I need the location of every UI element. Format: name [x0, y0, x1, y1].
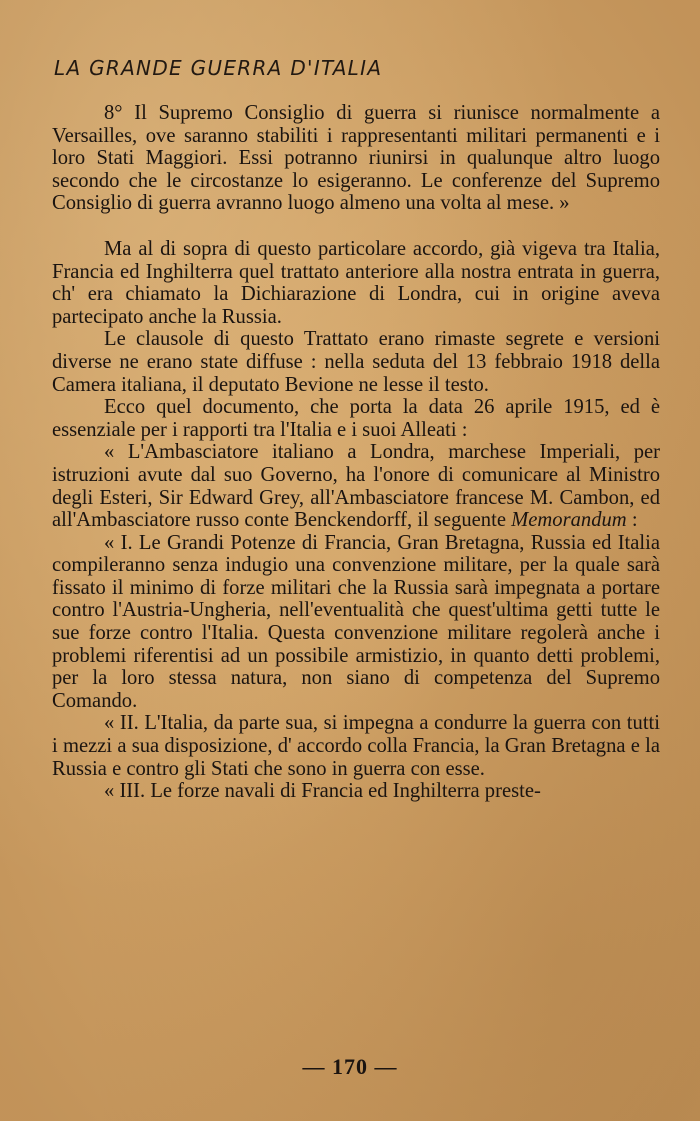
- paragraph-article-II: « II. L'Italia, da parte sua, si impegna a condurre la guerra con tutti i mezzi a sua disposizione, d' accordo colla Francia, la Gran Bretagna e la Russia e contro gli Stati che sono in guerra con esse.: [52, 712, 660, 780]
- memorandum-word: Memorandum: [511, 509, 627, 532]
- book-page: [52, 56, 660, 1096]
- page-number: — 170 —: [302, 1054, 398, 1079]
- paragraph-secret-clauses: Le clausole di questo Trattato erano rimaste segrete e versioni diverse ne erano state diffuse : nella seduta del 13 febbraio 1918 della Camera italiana, il deputato Bevione ne lesse il testo.: [52, 328, 660, 396]
- paragraph-london-declaration: Ma al di sopra di questo particolare accordo, già vigeva tra Italia, Francia ed Inghilterra quel trattato anteriore alla nostra entrata in guerra, ch' era chiamato la Dichiarazione di Londra, cui in origine aveva partecipato anche la Russia.: [52, 237, 660, 328]
- paragraph-article-III: « III. Le forze navali di Francia ed Inghilterra preste-: [104, 780, 541, 803]
- memorandum-colon: :: [626, 509, 638, 532]
- paragraph-article-8: 8° Il Supremo Consiglio di guerra si riunisce normalmente a Versailles, ove saranno stabiliti i rappresentanti militari permanenti e i loro Stati Maggiori. Essi potranno riunirsi in qualunque altro luogo secondo che le circostanze lo esigeranno. Le conferenze del Supremo Consiglio di guerra avranno luogo almeno una volta al mese. »: [52, 102, 660, 215]
- paragraph-ambassador-note: [52, 441, 660, 531]
- paragraph-article-I: « I. Le Grandi Potenze di Francia, Gran Bretagna, Russia ed Italia compileranno senza indugio una convenzione militare, per la quale sarà fissato il minimo di forze militari che la Russia sarà impegnata a portare contro l'Austria-Ungheria, nell'eventualità che quest'ultima getti tutte le sue forze contro l'Italia. Questa convenzione militare regolerà anche i problemi riferentisi ad un possibile armistizio, in quanto detti problemi, per la loro stessa natura, non siano di competenza del Supremo Comando.: [52, 531, 660, 712]
- running-head: LA GRANDE GUERRA D'ITALIA: [54, 56, 383, 80]
- ambassador-note-text: « L'Ambasciatore italiano a Londra, marchese Imperiali, per istruzioni avute dal suo Governo, ha l'onore di comunicare al Ministro degli Esteri, Sir Edward Grey, all'Ambasciatore francese M. Cambon, ed all'Ambasciatore russo conte Benckendorff, il seguente: [52, 441, 660, 532]
- paragraph-document-intro: Ecco quel documento, che porta la data 26 aprile 1915, ed è essenziale per i rapporti tra l'Italia e i suoi Alleati :: [52, 396, 660, 441]
